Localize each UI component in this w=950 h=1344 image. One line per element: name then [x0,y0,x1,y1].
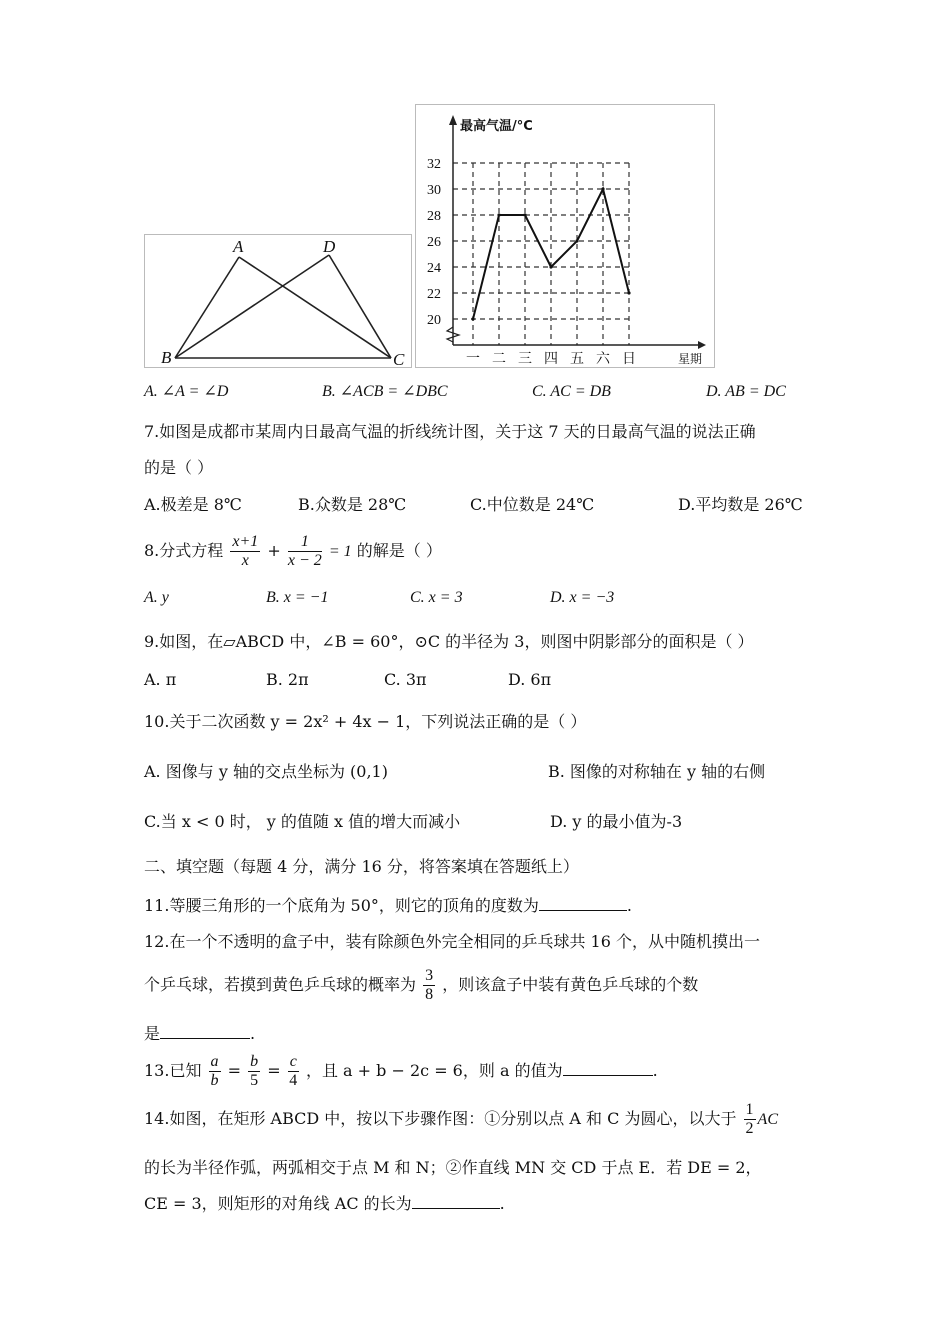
x-tick-label-2: 三 [518,351,532,367]
q14-fraction [744,1101,756,1138]
q8-frac1-num: x+1 [232,533,259,550]
q7-option-b: B.众数是 28℃ [298,495,407,514]
temperature-chart [415,104,715,368]
q11-answer-blank[interactable] [539,894,627,911]
q7-option-d: D.平均数是 26℃ [678,495,803,514]
q13-f1-den: b [210,1072,219,1089]
x-tick-label-0: 一 [466,351,480,367]
q6-option-d: D. AB = DC [706,383,786,400]
y-axis-title: 最高气温/°C [460,119,533,134]
y-tick-label-22: 22 [427,287,441,302]
q8-option-a: A. y [144,589,169,606]
data-point-3 [549,265,552,268]
y-tick-label-28: 28 [427,209,441,224]
q13-fraction-3 [288,1053,299,1090]
q10-stem: 10.关于二次函数 y = 2x² + 4x − 1，下列说法正确的是（ ） [144,712,587,731]
q13-f2-num: b [250,1053,259,1070]
x-tick-label-1: 二 [492,351,506,367]
q13-end: . [652,1061,658,1080]
q12-answer-blank[interactable] [160,1022,250,1039]
x-axis-title: 星期 [678,352,703,366]
q7-option-c: C.中位数是 24℃ [470,495,595,514]
q8-prefix: 8.分式方程 [144,541,224,560]
q8-frac2-den: x − 2 [287,552,322,569]
q13-prefix: 13.已知 [144,1061,202,1080]
q13 [144,1050,658,1092]
q12-frac-num: 3 [425,967,434,984]
q12-frac-den: 8 [425,986,434,1003]
q13-f3-num: c [289,1053,297,1070]
q8-option-b: B. x = −1 [266,589,329,606]
segment-dc [329,255,391,358]
segment-ba [175,257,239,358]
triangle-figure [144,234,412,368]
y-tick-label-24: 24 [427,261,441,276]
q12-line3-text: 是 [144,1024,161,1043]
data-point-4 [575,239,578,242]
q13-eq1: = [227,1061,242,1080]
q7-option-a: A.极差是 8℃ [144,495,242,514]
q12-line1: 12.在一个不透明的盒子中，装有除颜色外完全相同的乒乓球共 16 个，从中随机摸出一 [144,932,760,951]
q12-line2-pre: 个乒乓球，若摸到黄色乒乓球的概率为 [144,975,417,994]
data-point-5 [601,187,604,190]
temperature-chart-svg [416,105,714,367]
q11-stem: 11.等腰三角形的一个底角为 50°，则它的顶角的度数为 [144,896,539,915]
data-point-1 [497,213,500,216]
q9-stem: 9.如图，在▱ABCD 中，∠B = 60°，⊙C 的半径为 3，则图中阴影部分的面积是（ ） [144,632,754,651]
q14-line1-post: AC [757,1111,778,1128]
q13-f3-den: 4 [289,1072,298,1089]
y-tick-label-32: 32 [427,157,441,172]
q13-f2-den: 5 [250,1072,259,1089]
q10-option-a: A. 图像与 y 轴的交点坐标为 (0,1) [144,762,388,781]
q14-line2: 的长为半径作弧，两弧相交于点 M 和 N；②作直线 MN 交 CD 于点 E．若 DE = 2， [144,1158,762,1177]
q14-line3 [144,1192,505,1214]
y-tick-label-30: 30 [427,183,441,198]
q10-option-b: B. 图像的对称轴在 y 轴的右侧 [548,762,766,781]
q13-fraction-1 [209,1053,221,1090]
q14-line1 [144,1098,778,1141]
q8-plus: + [267,541,281,560]
q13-fraction-2 [248,1053,260,1090]
x-axis-arrow [698,341,706,349]
y-axis-arrow [449,115,457,125]
q8-option-d: D. x = −3 [550,589,615,606]
x-tick-label-6: 日 [622,351,636,367]
q8-frac2-num: 1 [288,533,322,552]
q9-option-a: A. π [144,670,177,689]
q13-f1-num: a [210,1053,219,1070]
q14-line1-pre: 14.如图，在矩形 ABCD 中，按以下步骤作图：①分别以点 A 和 C 为圆心，以大于 [144,1109,737,1128]
data-point-0 [471,317,474,320]
q8-fraction-1 [230,533,260,570]
q9-option-d: D. 6π [508,670,552,689]
x-tick-label-3: 四 [544,351,558,367]
q8-fraction-2 [288,533,322,570]
q8-stem [144,530,442,573]
q9-option-b: B. 2π [266,670,309,689]
q7-stem-line2: 的是（ ） [144,458,214,477]
q14-line3-text: CE = 3，则矩形的对角线 AC 的长为 [144,1194,412,1213]
q14-frac-num: 1 [745,1101,754,1118]
section-2-title: 二、填空题（每题 4 分，满分 16 分，将答案填在答题纸上） [144,857,579,876]
q14-end: . [499,1194,505,1213]
q8-frac1-den: x [241,552,249,569]
q8-option-c: C. x = 3 [410,589,463,606]
q10-option-c: C.当 x < 0 时， y 的值随 x 值的增大而减小 [144,812,461,831]
q13-answer-blank[interactable] [563,1059,653,1076]
q11 [144,894,632,916]
q12-line3 [144,1022,255,1044]
q7-stem-line1: 7.如图是成都市某周内日最高气温的折线统计图，关于这 7 天的日最高气温的说法正确 [144,422,756,441]
point-label-b: B [161,348,172,367]
q6-option-b: B. ∠ACB = ∠DBC [322,383,448,400]
point-label-d: D [323,237,336,256]
q12-fraction [423,967,435,1004]
y-tick-label-26: 26 [427,235,441,250]
q14-answer-blank[interactable] [412,1192,500,1209]
q6-option-a: A. ∠A = ∠D [144,383,229,400]
triangle-figure-svg [145,235,411,367]
segment-bd [175,255,329,358]
q11-end: . [626,896,632,915]
q9-option-c: C. 3π [384,670,427,689]
q8-eq: = 1 [328,543,352,560]
x-tick-label-5: 六 [596,351,610,367]
q12-line2 [144,964,698,1006]
data-point-6 [627,291,630,294]
point-label-a: A [233,237,244,256]
q8-suffix: 的解是（ ） [356,541,442,560]
q6-option-c: C. AC = DB [532,383,611,400]
q14-frac-den: 2 [745,1120,754,1137]
q13-eq2: = [267,1061,281,1080]
q10-option-d: D. y 的最小值为-3 [550,812,683,831]
data-point-2 [523,213,526,216]
q12-line2-post: ，则该盒子中装有黄色乒乓球的个数 [442,975,699,994]
q12-end: . [250,1024,256,1043]
point-label-c: C [393,350,405,367]
y-tick-label-20: 20 [427,313,441,328]
x-tick-label-4: 五 [570,351,584,367]
q13-mid: ，且 a + b − 2c = 6，则 a 的值为 [305,1061,563,1080]
segment-ac [239,257,391,358]
